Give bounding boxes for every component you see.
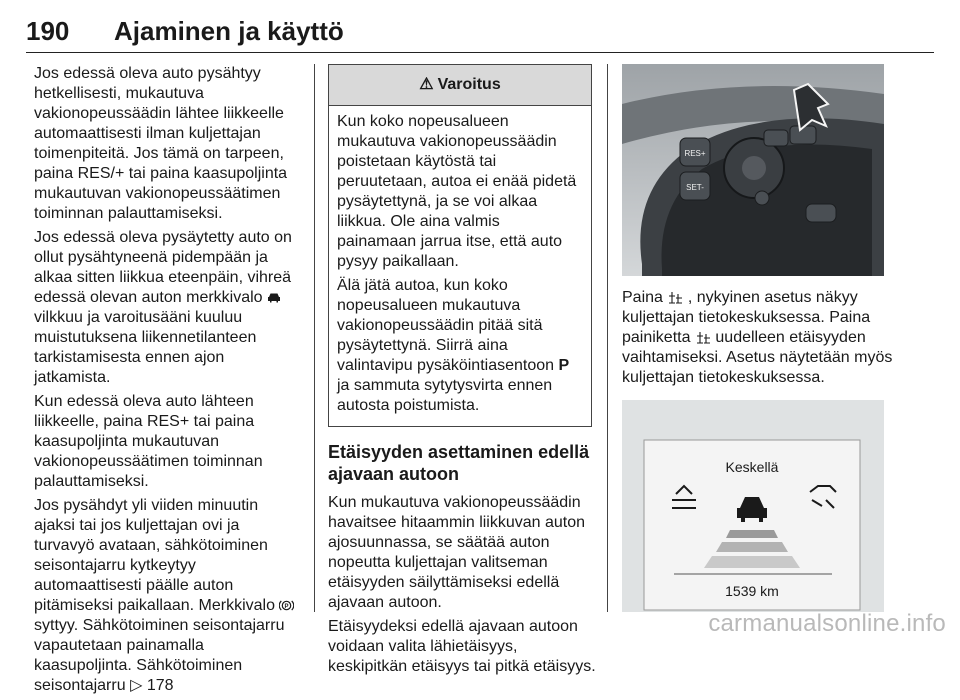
distance-setting-label: Keskellä: [725, 459, 779, 475]
column-right: [622, 64, 912, 612]
paragraph: Kun edessä oleva auto lähteen liikkeelle, paina RES+ tai paina kaasupoljinta mukautuvan vakionopeussäätimen toiminnan palauttamiseksi.: [34, 393, 263, 490]
paragraph: Jos pysähdyt yli viiden minuutin ajaksi tai jos kuljettajan ovi ja turvavyö avataan, sähkötoiminen seisontajarru kytkeytyy automaattisesti päälle auton pitämiseksi paikallaan. Merkkivalo P syttyy. Sähkötoiminen seisontajarru vapautetaan painamalla kaasupoljinta. Sähkötoiminen seisontajarru ▷ 178: [34, 496, 300, 696]
paragraph: Jos edessä oleva pysäytetty auto on ollut pysähtyneenä pidempään ja alkaa sitten liikkua eteenpäin, vihreä edessä olevan auton merkkivalo vilkkuu ja varoitusääni kuuluu muistutuksena liikennetilanteen tarkistamisesta ennen ajon jatkamista.: [34, 229, 292, 386]
paragraph: Etäisyydeksi edellä ajavaan autoon voidaan valita lähietäisyys, keskipitkän etäisyys tai pitkä etäisyys.: [328, 618, 596, 675]
paragraph: Kun mukautuva vakionopeussäädin havaitsee hitaammin liikkuvan auton ajosuunnassa, se säätää auton nopeutta kuljettajan valitseman etäisyyden säilyttämiseksi edellä ajavaan autoon.: [328, 494, 586, 611]
warning-body: [329, 106, 591, 426]
section-title: Etäisyyden asettaminen edellä ajavaan autoon: [328, 442, 590, 484]
vehicle-ahead-icon: [267, 292, 281, 303]
page-reference[interactable]: 178: [146, 677, 174, 694]
column-middle: [328, 64, 596, 681]
column-left: [34, 64, 300, 700]
driver-info-center-display: [622, 400, 884, 612]
chapter-title: Ajaminen ja käyttö: [114, 16, 344, 46]
column-divider: [607, 64, 608, 612]
page-header: [26, 12, 934, 53]
reference-arrow-icon: ▷: [130, 677, 143, 694]
following-distance-icon: [667, 291, 683, 304]
steering-wheel-controls-figure: [622, 64, 884, 276]
odometer-readout: 1539 km: [725, 583, 779, 599]
res-button-label: RES+: [684, 149, 706, 158]
set-button-label: SET-: [686, 183, 704, 192]
warning-box: [328, 64, 592, 427]
warning-title: Varoitus: [437, 76, 501, 93]
column-divider: [314, 64, 315, 612]
warning-header: [329, 65, 591, 106]
warning-triangle-icon: ⚠: [419, 76, 434, 93]
following-distance-icon: [695, 331, 711, 344]
driver-info-center-figure: [622, 400, 884, 612]
warning-paragraph: Älä jätä autoa, kun koko nopeusalueen mukautuva vakionopeussäädin pitää sitä pysäytettynä. Siirrä aina valintavipu pysäköintiasentoon P ja sammuta sytytysvirta ennen autosta poistumista.: [337, 277, 570, 414]
page-number: 190: [26, 16, 70, 46]
svg-text:P: P: [284, 604, 289, 610]
watermark: carmanualsonline.info: [708, 610, 946, 637]
warning-paragraph: Kun koko nopeusalueen mukautuva vakionopeussäädin poistetaan käytöstä tai peruutetaan, autoa ei enää pidetä pysäytettynä, ja se voi alkaa liikkua. Ole aina valmis painamaan jarrua itse, että auto pysyy paikallaan.: [337, 113, 577, 270]
gear-position-p: P: [558, 357, 570, 374]
steering-wheel-illustration: [622, 64, 884, 276]
parking-brake-icon: [279, 599, 294, 612]
paragraph: Paina , nykyinen asetus näkyy kuljettajan tietokeskuksessa. Paina painiketta uudelleen etäisyyden vaihtamiseksi. Asetus näytetään myös kuljettajan tietokeskuksessa.: [622, 289, 893, 386]
paragraph: Jos edessä oleva auto pysähtyy hetkellisesti, mukautuva vakionopeussäädin lähtee liikkeelle automaattisesti ilman kuljettajan toimenpiteitä. Jos tämä on tarpeen, paina RES/+ tai paina kaasupoljinta mukautuvan vakionopeussäätimen toiminnan palauttamiseksi.: [34, 65, 288, 222]
